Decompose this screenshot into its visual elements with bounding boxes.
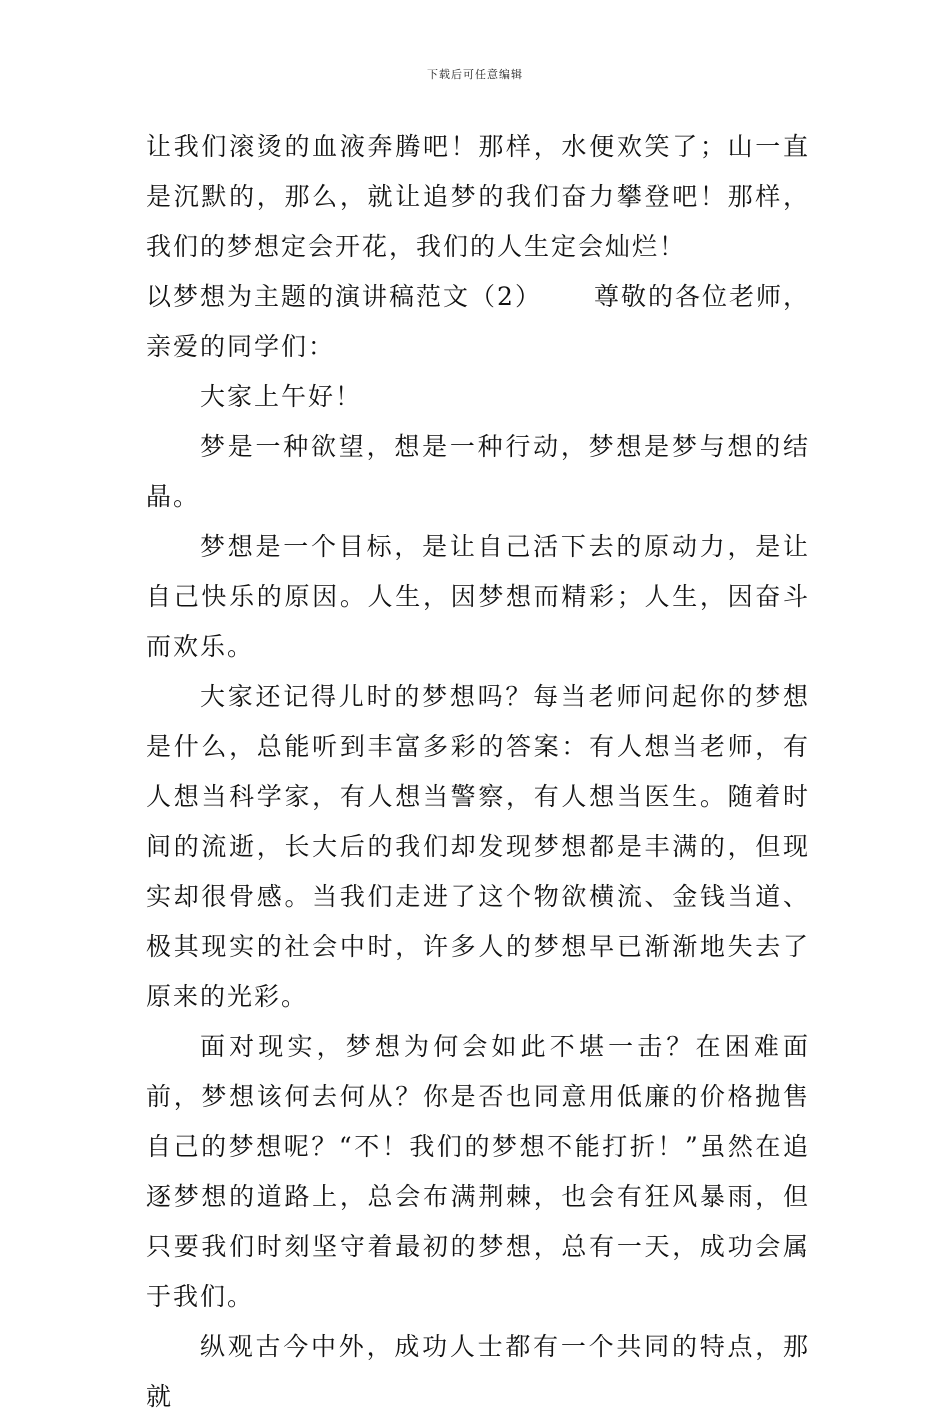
body-paragraph: 梦是一种欲望，想是一种行动，梦想是梦与想的结晶。: [146, 432, 810, 511]
body-paragraph: 面对现实，梦想为何会如此不堪一击？在困难面前，梦想该何去何从？你是否也同意用低廉的价格抛售自己的梦想呢？“不！我们的梦想不能打折！”虽然在追逐梦想的道路上，总会布满荆棘，也会有狂风暴雨，但只要我们时刻坚守着最初的梦想，总有一天，成功会属于我们。: [146, 1032, 810, 1311]
page-header: 下载后可任意编辑: [427, 68, 523, 81]
section-title: 以梦想为主题的演讲稿范文（2）: [146, 282, 542, 311]
section-title-line: [146, 272, 810, 372]
body-paragraph: 纵观古今中外，成功人士都有一个共同的特点，那就: [146, 1332, 810, 1411]
continuation-paragraph: 让我们滚烫的血液奔腾吧！那样，水便欢笑了；山一直是沉默的，那么，就让追梦的我们奋力攀登吧！那样，我们的梦想定会开花，我们的人生定会灿烂！: [146, 132, 810, 261]
body-paragraph: 梦想是一个目标，是让自己活下去的原动力，是让自己快乐的原因。人生，因梦想而精彩；人生，因奋斗而欢乐。: [146, 532, 810, 661]
document-body: [146, 122, 810, 1422]
salutation: 尊敬的各位老师，亲爱的同学们：: [146, 282, 810, 361]
greeting-paragraph: 大家上午好！: [200, 382, 363, 411]
body-paragraph: 大家还记得儿时的梦想吗？每当老师问起你的梦想是什么，总能听到丰富多彩的答案：有人想当老师，有人想当科学家，有人想当警察，有人想当医生。随着时间的流逝，长大后的我们却发现梦想都是丰满的，但现实却很骨感。当我们走进了这个物欲横流、金钱当道、极其现实的社会中时，许多人的梦想早已渐渐地失去了原来的光彩。: [146, 682, 810, 1011]
